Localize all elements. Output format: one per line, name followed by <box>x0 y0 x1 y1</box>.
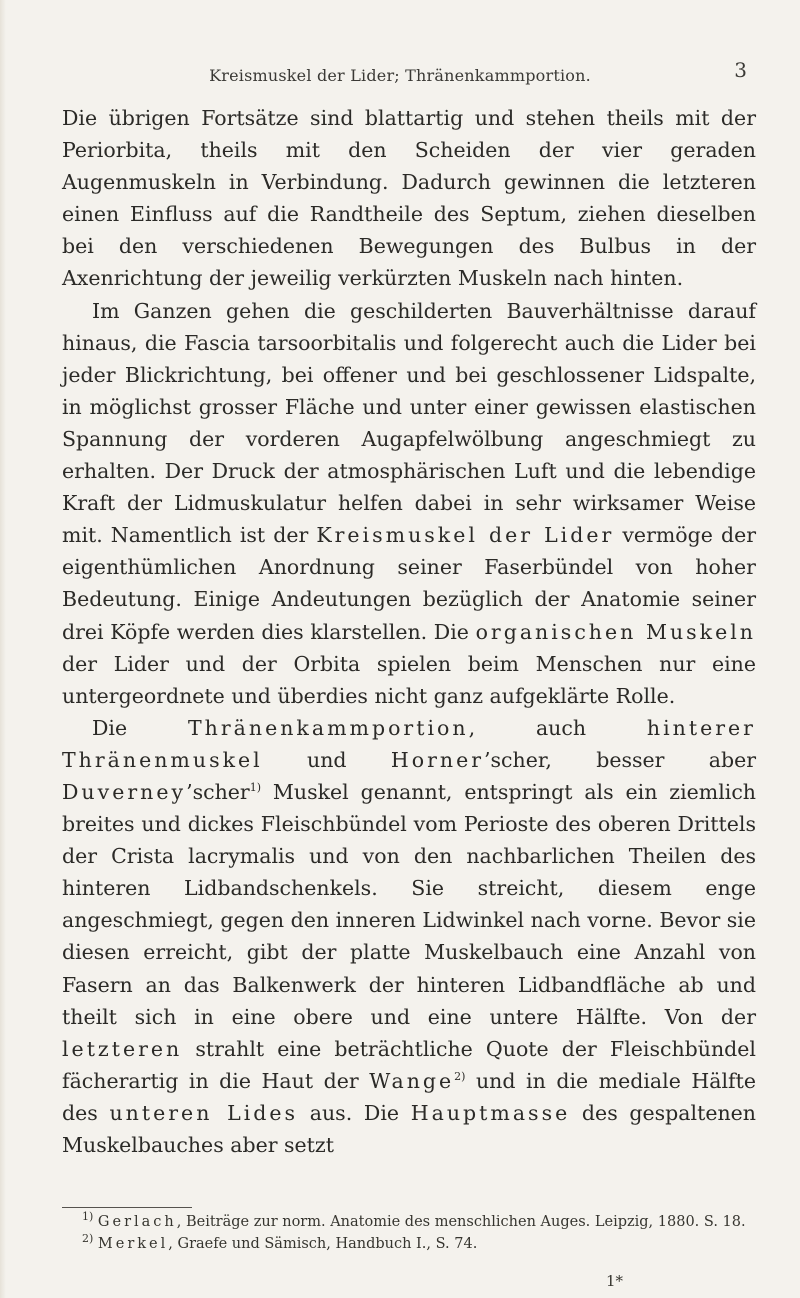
page-number: 3 <box>734 58 747 82</box>
paragraph <box>62 712 756 1161</box>
page-edge-shadow <box>0 0 6 1298</box>
paragraph-text: Muskel genannt, entspringt als ein ziemlich breites und dickes Fleischbündel vom Perioste des oberen Drittels der Crista lacrymalis und von den nachbarlichen Theilen des hinteren Lidbandschenkels. Sie streicht, diesem enge angeschmiegt, gegen den inneren Lidwinkel nach vorne. Bevor sie diesen erreicht, gibt der platte Muskelbauch eine Anzahl von Fasern an das Balkenwerk der hinteren Lidbandfläche ab und theilt sich in eine obere und eine untere Hälfte. Von der <box>62 779 756 1029</box>
paragraph <box>62 295 756 712</box>
emphasized-term: Merkel <box>97 1235 169 1252</box>
paragraph-text: Die übrigen Fortsätze sind blattartig und stehen theils mit der Periorbita, theils mit den Scheiden der vier geraden Augenmuskeln in Verbindung. Dadurch gewinnen die letzteren einen Einfluss auf die Randtheile des Septum, ziehen dieselben bei den verschiedenen Bewegungen des Bulbus in der Axenrichtung der jeweilig verkürzten Muskeln nach hinten. <box>62 106 756 291</box>
footnote <box>62 1231 756 1256</box>
footnote-marker: 1) <box>249 781 262 795</box>
paragraph-text: Die <box>92 715 188 740</box>
footnote-text: , Beiträge zur norm. Anatomie des menschlichen Auges. Leipzig, 1880. S. 18. <box>176 1214 746 1230</box>
footnotes <box>62 1212 756 1255</box>
emphasized-term: hinterer Thränenmuskel <box>62 715 756 772</box>
footnote <box>62 1212 756 1234</box>
paragraph-text: aus. Die <box>298 1100 411 1125</box>
footnote-marker: 1) <box>82 1210 94 1224</box>
emphasized-term: Kreismuskel der Lider <box>316 523 615 548</box>
paragraph-text: des gespaltenen Muskelbauches aber setzt <box>62 1100 756 1157</box>
footnote-marker: 2) <box>82 1231 94 1245</box>
paragraph-text: und in die mediale Hälfte des <box>62 1068 756 1125</box>
emphasized-term: Horner <box>390 747 484 772</box>
footnote-marker: 2) <box>454 1069 466 1083</box>
emphasized-term: unteren Lides <box>109 1100 299 1125</box>
emphasized-term: organischen Muskeln <box>475 619 756 644</box>
paragraph-text: strahlt eine beträchtliche Quote der Fleischbündel fächerartig in die Haut der <box>62 1036 756 1093</box>
paragraph-text: vermöge der eigenthümlichen Anordnung seiner Faserbündel von hoher Bedeutung. Einige Andeutungen bezüglich der Anatomie seiner drei Köpfe werden dies klarstellen. Die <box>62 523 757 644</box>
footnote-text: , Graefe und Sämisch, Handbuch I., S. 74. <box>168 1235 478 1252</box>
signature-mark: 1* <box>606 1272 624 1290</box>
emphasized-term: Duverney <box>62 779 187 804</box>
paragraph-text: der Lider und der Orbita spielen beim Menschen nur eine untergeordnete und überdies nicht ganz aufgeklärte Rolle. <box>62 651 756 708</box>
body-text <box>62 102 756 1161</box>
emphasized-term: Gerlach <box>97 1214 177 1230</box>
emphasized-term: Thränenkammportion <box>188 715 469 740</box>
running-title: Kreismuskel der Lider; Thränenkammportion. <box>209 66 591 85</box>
emphasized-term: letzteren <box>62 1036 183 1061</box>
paragraph-text: , auch <box>468 715 647 740</box>
emphasized-term: Wange <box>369 1068 455 1093</box>
emphasized-term: Hauptmasse <box>410 1100 571 1125</box>
paragraph <box>62 102 756 295</box>
paragraph-text: ’scher, besser aber <box>484 747 757 772</box>
paragraph-text: Im Ganzen gehen die geschilderten Bauverhältnisse darauf hinaus, die Fascia tarsoorbitalis und folgerecht auch die Lider bei jeder Blickrichtung, bei offener und bei geschlossener Lidspalte, in möglichst grosser Fläche und unter einer gewissen elastischen Spannung der vorderen Augapfelwölbung angeschmiegt zu erhalten. Der Druck der atmosphärischen Luft und die lebendige Kraft der Lidmuskulatur helfen dabei in sehr wirksamer Weise mit. Namentlich ist der <box>62 298 756 548</box>
paragraph-text: und <box>262 747 391 772</box>
paragraph-text: ’scher <box>186 779 250 804</box>
footnote-rule <box>62 1207 192 1208</box>
